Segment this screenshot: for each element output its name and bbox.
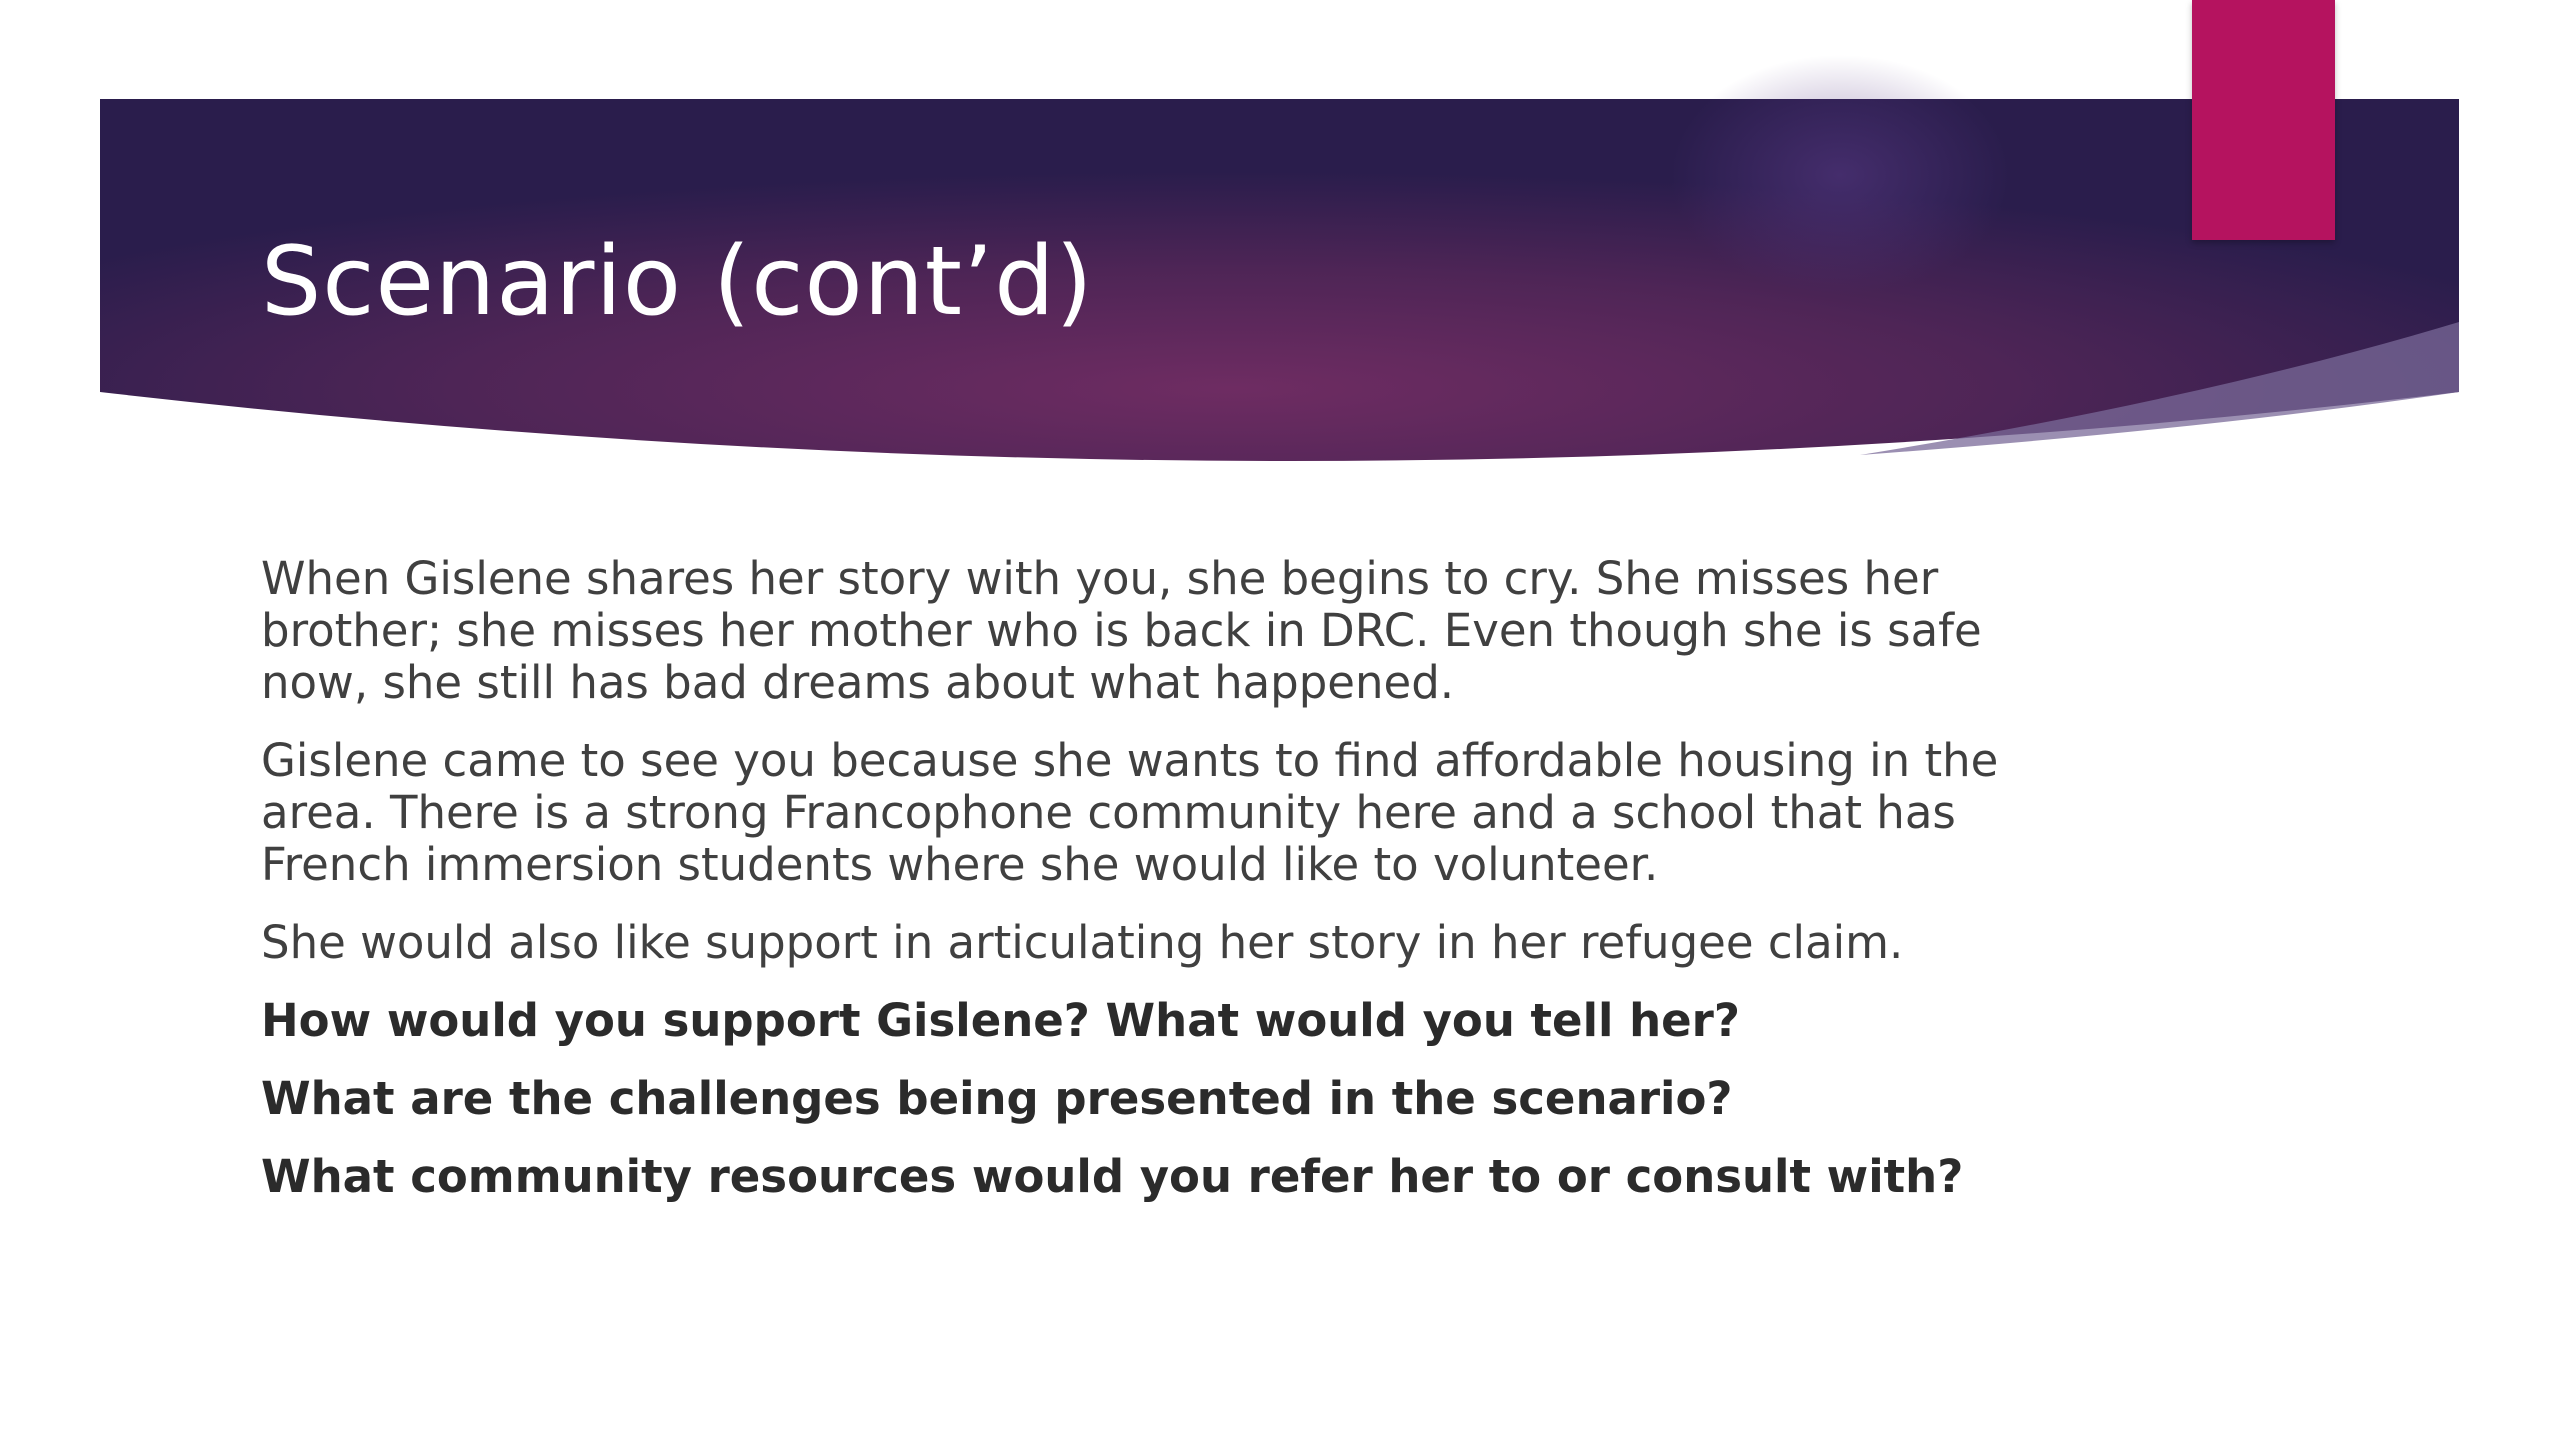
slide-title: Scenario (cont’d) [261, 227, 1094, 337]
paragraph-3 [261, 917, 2161, 969]
paragraph-line: She would also like support in articulating her story in her refugee claim. [261, 916, 1904, 969]
accent-tab [2192, 0, 2335, 240]
slide-body [261, 553, 2161, 1229]
paragraph-2 [261, 735, 2161, 891]
paragraph-line: Gislene came to see you because she wants to find affordable housing in the [261, 734, 1999, 787]
paragraph-1 [261, 553, 2161, 709]
question-text: What community resources would you refer her to or consult with? [261, 1150, 1964, 1203]
paragraph-line: brother; she misses her mother who is back in DRC. Even though she is safe [261, 604, 1982, 657]
paragraph-line: When Gislene shares her story with you, she begins to cry. She misses her [261, 552, 1939, 605]
question-text: What are the challenges being presented in the scenario? [261, 1072, 1733, 1125]
question-1 [261, 995, 2161, 1047]
paragraph-line: now, she still has bad dreams about what happened. [261, 656, 1455, 709]
paragraph-line: French immersion students where she would like to volunteer. [261, 838, 1659, 891]
question-3 [261, 1151, 2161, 1203]
question-2 [261, 1073, 2161, 1125]
question-text: How would you support Gislene? What would you tell her? [261, 994, 1740, 1047]
paragraph-line: area. There is a strong Francophone community here and a school that has [261, 786, 1956, 839]
